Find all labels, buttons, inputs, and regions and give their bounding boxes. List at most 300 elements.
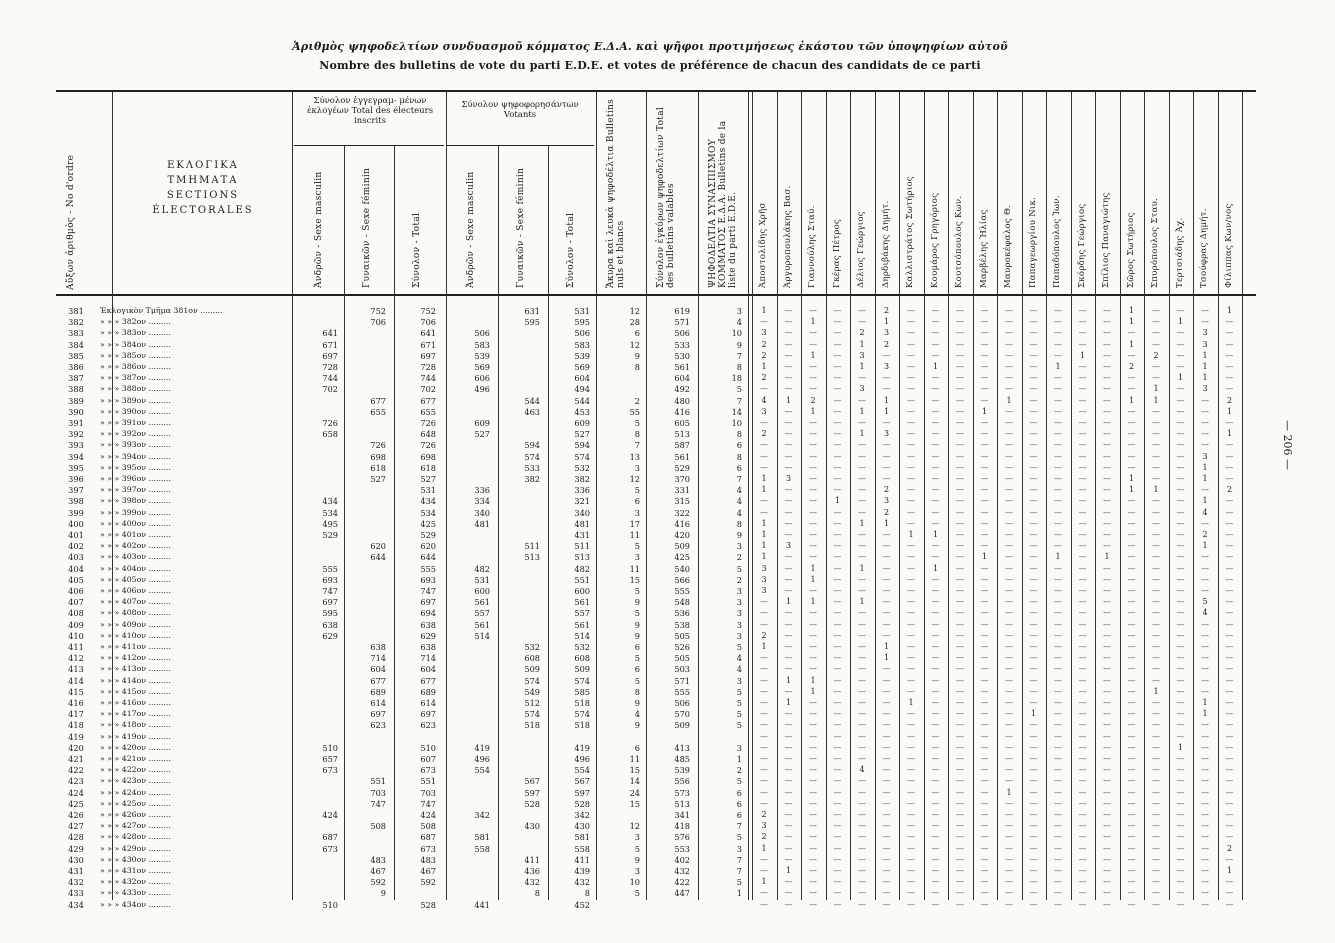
cell-candidate: — [1225,563,1234,573]
cell-candidate: — [980,854,989,864]
cell-candidate: — [882,675,891,685]
cell-candidate: — [907,630,915,640]
cell-candidate: — [1005,821,1013,831]
cell-candidate: — [1176,810,1185,819]
cell-candidate: 1 [1128,317,1135,327]
table-row [56,765,1256,776]
row-section: » » » 401ον ......... [100,530,171,539]
cell-candidate: — [1029,686,1038,696]
cell-vt: 554 [574,765,590,776]
cell-candidate: — [956,787,964,797]
cell-candidate: — [1029,373,1038,383]
cell-candidate: — [1152,462,1160,472]
table-row [56,586,1256,597]
table-row [56,317,1256,328]
cell-candidate: — [1054,709,1062,719]
cell-candidate: — [1176,709,1185,719]
cell-candidate: — [1005,574,1013,584]
cell-candidate: — [980,899,989,909]
cell-eda: 3 [736,541,742,552]
row-order: 397 [68,485,84,496]
cell-vt: 511 [574,541,590,552]
cell-candidate: — [1103,866,1111,875]
cell-candidate: — [931,653,940,663]
cell-candidate: — [1103,474,1111,483]
row-order: 416 [68,698,84,708]
cell-candidate: — [1127,888,1136,898]
cell-candidate: — [833,597,842,607]
cell-candidate: — [1103,350,1111,360]
cell-candidate: — [980,384,989,394]
cell-nul: 3 [634,552,640,563]
cell-eda: 3 [736,742,742,753]
cell-candidate: — [833,709,842,719]
cell-candidate: — [1103,608,1111,618]
cell-candidate: — [956,552,964,562]
cell-candidate: — [931,496,940,506]
cell-vt: 528 [574,798,590,809]
cell-eda: 3 [736,630,742,641]
cell-t: 697 [420,597,436,608]
cell-candidate: — [931,306,940,315]
cell-t: 677 [420,675,436,686]
cell-candidate: 1 [810,406,816,416]
row-order: 422 [68,765,84,776]
cell-candidate: — [784,507,793,517]
cell-candidate: — [1127,429,1136,439]
cell-nul: 3 [634,507,640,518]
cell-candidate: — [833,821,842,831]
cell-candidate: — [1029,339,1038,349]
row-order: 391 [68,418,84,428]
cell-vf: 574 [524,675,540,686]
cell-candidate: — [1225,541,1234,551]
cell-t: 555 [420,563,436,574]
cell-candidate: — [907,866,915,875]
cell-candidate: 1 [1128,395,1135,405]
cell-candidate: — [956,619,964,629]
cell-f: 689 [370,686,386,697]
title-french: Nombre des bulletins de vote du parti E.D.E. et votes de préférence de chacun des candidats de ce parti [319,59,981,72]
cell-eda: 6 [736,440,742,451]
cell-candidate: — [858,642,866,651]
row-order: 396 [68,474,84,484]
cell-candidate: — [1029,664,1038,674]
candidate-header: Τερτσιάδης Ἀχ. [1174,217,1185,288]
cell-candidate: — [980,485,989,495]
cell-candidate: — [980,720,989,730]
cell-candidate: — [1054,630,1062,640]
cell-candidate: — [784,765,793,775]
cell-candidate: — [1078,496,1087,506]
cell-candidate: — [882,530,891,539]
cell-vt: 594 [574,440,590,451]
cell-candidate: — [1127,698,1136,707]
cell-candidate: 2 [859,328,865,338]
cell-m: 697 [322,597,338,608]
cell-candidate: — [1029,597,1038,607]
cell-candidate: — [931,373,940,383]
row-section: » » » 404ον ......... [100,563,171,573]
cell-t: 528 [420,899,436,910]
cell-candidate: — [931,451,940,461]
cell-candidate: — [1054,619,1062,629]
cell-candidate: — [1005,362,1013,371]
cell-candidate: — [1078,563,1087,573]
cell-candidate: — [956,418,964,427]
row-order: 414 [68,675,84,686]
cell-candidate: 1 [761,530,767,539]
cell-vm: 539 [474,350,490,361]
cell-candidate: — [784,462,793,472]
table-row [56,340,1256,351]
cell-candidate: — [907,899,915,909]
cell-candidate: — [907,362,915,371]
cell-candidate: — [956,854,964,864]
cell-candidate: — [1103,798,1111,808]
cell-candidate: — [833,440,842,450]
cell-t: 425 [420,518,436,529]
cell-candidate: — [931,642,940,651]
cell-candidate: — [809,328,817,338]
row-order: 434 [68,899,84,910]
cell-val: 566 [674,574,690,585]
row-section: » » » 416ον ......... [100,698,171,707]
cell-candidate: — [1127,350,1136,360]
cell-candidate: — [784,821,793,831]
cell-candidate: — [882,418,891,427]
cell-vt: 574 [574,675,590,686]
cell-candidate: — [980,798,989,808]
candidate-header: Ἀργυροπουλάκης Βασ. [782,185,793,288]
cell-candidate: — [1225,507,1234,517]
cell-candidate: — [907,664,915,674]
cell-candidate: — [833,462,842,472]
cell-candidate: — [784,630,793,640]
cell-val: 587 [674,440,690,451]
cell-candidate: 1 [810,686,816,696]
cell-candidate: — [760,462,768,472]
cell-candidate: — [980,574,989,584]
cell-candidate: — [1152,619,1160,629]
cell-val: 605 [674,418,690,428]
cell-candidate: — [1078,552,1087,562]
cell-candidate: 1 [932,563,939,573]
cell-val: 571 [674,317,690,328]
cell-candidate: — [1078,317,1087,327]
cell-candidate: — [809,474,817,483]
cell-candidate: — [956,362,964,371]
row-section: » » » 419ον ......... [100,731,171,741]
cell-t: 638 [420,619,436,630]
cell-candidate: — [882,765,891,775]
cell-candidate: — [956,541,964,551]
cell-candidate: — [858,474,866,483]
cell-t: 614 [420,698,436,708]
cell-nul: 5 [634,888,640,899]
cell-candidate: — [809,742,817,752]
cell-candidate: — [1054,395,1062,405]
cell-vm: 334 [474,496,490,507]
cell-candidate: — [1201,552,1209,562]
cell-candidate: — [1005,899,1013,909]
header-sections-line-2: ΤΜΗΜΑΤΑ [167,175,239,186]
cell-t: 623 [420,720,436,731]
cell-candidate: — [907,462,915,472]
row-section: » » » 425ον ......... [100,798,171,808]
cell-m: 595 [322,608,338,619]
cell-vf: 597 [524,787,540,798]
cell-candidate: — [1176,563,1185,573]
cell-candidate: — [833,395,842,405]
cell-candidate: — [1078,406,1087,416]
cell-candidate: — [980,597,989,607]
candidate-header: Κουτσόπουλος Κων. [954,195,964,288]
cell-vm: 609 [474,418,490,428]
cell-candidate: — [882,899,891,909]
cell-candidate: — [931,406,940,416]
cell-val: 538 [674,619,690,630]
cell-vt: 531 [574,306,590,316]
cell-candidate: — [1152,765,1160,775]
cell-candidate: — [931,686,940,696]
cell-candidate: — [1078,339,1087,349]
cell-f: 623 [370,720,386,731]
cell-m: 671 [322,339,338,350]
cell-m: 697 [322,350,338,361]
table-row [56,530,1256,541]
cell-candidate: — [1005,451,1013,461]
cell-candidate: — [809,698,817,707]
cell-candidate: — [1225,530,1234,539]
cell-val: 505 [674,653,690,664]
cell-candidate: — [1127,877,1136,887]
cell-candidate: — [1054,597,1062,607]
cell-candidate: — [1225,630,1234,640]
cell-candidate: — [1054,843,1062,853]
cell-candidate: 1 [761,541,767,551]
header-sections-line-1: ΕΚΛΟΓΙΚΑ [167,160,239,171]
cell-candidate: — [1225,832,1234,842]
cell-candidate: — [1201,742,1209,752]
cell-f: 726 [370,440,386,451]
cell-candidate: — [980,821,989,831]
table-row [56,844,1256,855]
cell-candidate: — [1201,406,1209,416]
cell-candidate: — [907,765,915,775]
cell-candidate: 2 [761,810,767,819]
cell-vt: 585 [574,686,590,697]
cell-candidate: — [1054,821,1062,831]
cell-candidate: — [882,832,891,842]
cell-candidate: — [809,832,817,842]
cell-val: 619 [674,306,690,316]
cell-vt: 608 [574,653,590,664]
cell-candidate: — [1078,821,1087,831]
cell-candidate: — [980,362,989,371]
cell-candidate: — [1029,350,1038,360]
cell-val: 513 [674,798,690,809]
cell-candidate: — [907,619,915,629]
cell-vf: 631 [524,306,540,316]
cell-candidate: — [1176,462,1185,472]
cell-t: 673 [420,843,436,854]
cell-vm: 554 [474,765,490,776]
cell-candidate: — [1103,832,1111,842]
cell-candidate: — [1029,530,1038,539]
row-section: » » » 417ον ......... [100,709,171,719]
cell-candidate: — [833,888,842,898]
cell-candidate: — [760,720,768,730]
cell-vt: 514 [574,630,590,641]
cell-candidate: 1 [859,339,865,349]
cell-f: 638 [370,642,386,652]
cell-candidate: 1 [932,362,939,371]
cell-candidate: — [1225,418,1234,427]
cell-candidate: — [1127,541,1136,551]
cell-candidate: — [882,821,891,831]
cell-candidate: — [1103,776,1111,786]
cell-candidate: — [980,608,989,618]
cell-candidate: — [956,798,964,808]
cell-candidate: — [1176,686,1185,696]
cell-candidate: — [1005,485,1013,495]
cell-candidate: — [1078,306,1087,315]
cell-candidate: — [1127,563,1136,573]
cell-candidate: — [1225,754,1234,763]
cell-candidate: 1 [810,563,816,573]
cell-vm: 496 [474,384,490,395]
cell-candidate: — [1029,742,1038,752]
cell-f: 614 [370,698,386,708]
cell-candidate: — [1127,496,1136,506]
cell-candidate: — [1127,765,1136,775]
cell-f: 677 [370,395,386,406]
cell-candidate: — [1103,574,1111,584]
cell-candidate: — [956,406,964,416]
cell-candidate: — [1152,798,1160,808]
cell-candidate: — [980,418,989,427]
cell-candidate: 3 [761,563,767,573]
cell-eda: 8 [736,518,742,529]
cell-candidate: — [809,552,817,562]
cell-candidate: — [1152,530,1160,539]
cell-candidate: — [980,843,989,853]
cell-candidate: — [1029,843,1038,853]
cell-candidate: — [1152,373,1160,383]
cell-candidate: — [760,899,768,909]
cell-candidate: — [833,586,842,595]
cell-nul: 5 [634,418,640,428]
cell-candidate: — [931,742,940,752]
cell-eda: 3 [736,619,742,630]
cell-candidate: 2 [883,306,890,315]
row-order: 424 [68,787,84,798]
cell-val: 506 [674,328,690,339]
row-order: 405 [68,574,84,585]
cell-vm: 506 [474,328,490,339]
cell-candidate: — [858,698,866,707]
row-section: » » » 390ον ......... [100,406,171,416]
cell-candidate: — [833,810,842,819]
cell-candidate: — [858,709,866,719]
cell-candidate: — [809,776,817,786]
cell-candidate: — [1201,821,1209,831]
cell-f: 697 [370,709,386,720]
cell-candidate: 1 [810,597,816,607]
page-number: — 206 — [1281,420,1294,470]
cell-candidate: — [858,877,866,887]
table-row [56,799,1256,810]
cell-candidate: 1 [1177,373,1184,383]
column-header: Γυναικῶν - Sexe féminin [362,167,372,288]
cell-candidate: — [1029,608,1038,618]
cell-eda: 5 [736,877,742,888]
cell-candidate: — [1201,787,1209,797]
cell-candidate: — [1078,866,1087,875]
cell-candidate: — [1176,328,1185,338]
cell-candidate: — [907,787,915,797]
row-order: 418 [68,720,84,731]
cell-candidate: — [1103,810,1111,819]
cell-candidate: 3 [859,350,865,360]
candidate-header: Σπυρόπουλος Σταυ. [1150,197,1160,288]
cell-candidate: 3 [1202,339,1208,349]
cell-candidate: — [784,709,793,719]
cell-candidate: — [1225,619,1234,629]
cell-m: 687 [322,832,338,843]
table-row [56,575,1256,586]
cell-eda: 1 [736,888,742,899]
row-section: » » » 386ον ......... [100,362,171,371]
cell-candidate: — [1054,854,1062,864]
cell-candidate: — [1103,899,1111,909]
table-row [56,474,1256,485]
table-row [56,396,1256,407]
cell-candidate: — [1103,888,1111,898]
cell-candidate: — [760,653,768,663]
cell-candidate: — [1054,429,1062,439]
cell-candidate: — [1078,642,1087,651]
cell-candidate: 4 [1202,507,1208,517]
cell-candidate: — [1078,518,1087,528]
cell-candidate: — [956,742,964,752]
row-order: 388 [68,384,84,395]
cell-candidate: — [1029,306,1038,315]
cell-vt: 574 [574,709,590,720]
cell-candidate: — [882,742,891,752]
cell-candidate: — [1201,754,1209,763]
cell-candidate: — [956,440,964,450]
cell-nul: 9 [634,350,640,361]
row-section: » » » 391ον ......... [100,418,171,427]
row-section: » » » 411ον ......... [100,642,171,651]
cell-candidate: — [931,507,940,517]
cell-nul: 8 [634,429,640,440]
cell-candidate: — [1029,821,1038,831]
row-section: » » » 426ον ......... [100,810,171,819]
cell-candidate: — [1201,642,1209,651]
cell-candidate: — [1103,507,1111,517]
cell-candidate: — [1201,653,1209,663]
cell-vt: 481 [574,518,590,529]
cell-candidate: — [1176,395,1185,405]
cell-candidate: — [809,496,817,506]
cell-candidate: — [784,888,793,898]
cell-candidate: — [1176,530,1185,539]
header-votants-group: Σύνολον ψηφοφορησάντων Votants [461,100,579,120]
cell-candidate: 1 [859,362,865,371]
